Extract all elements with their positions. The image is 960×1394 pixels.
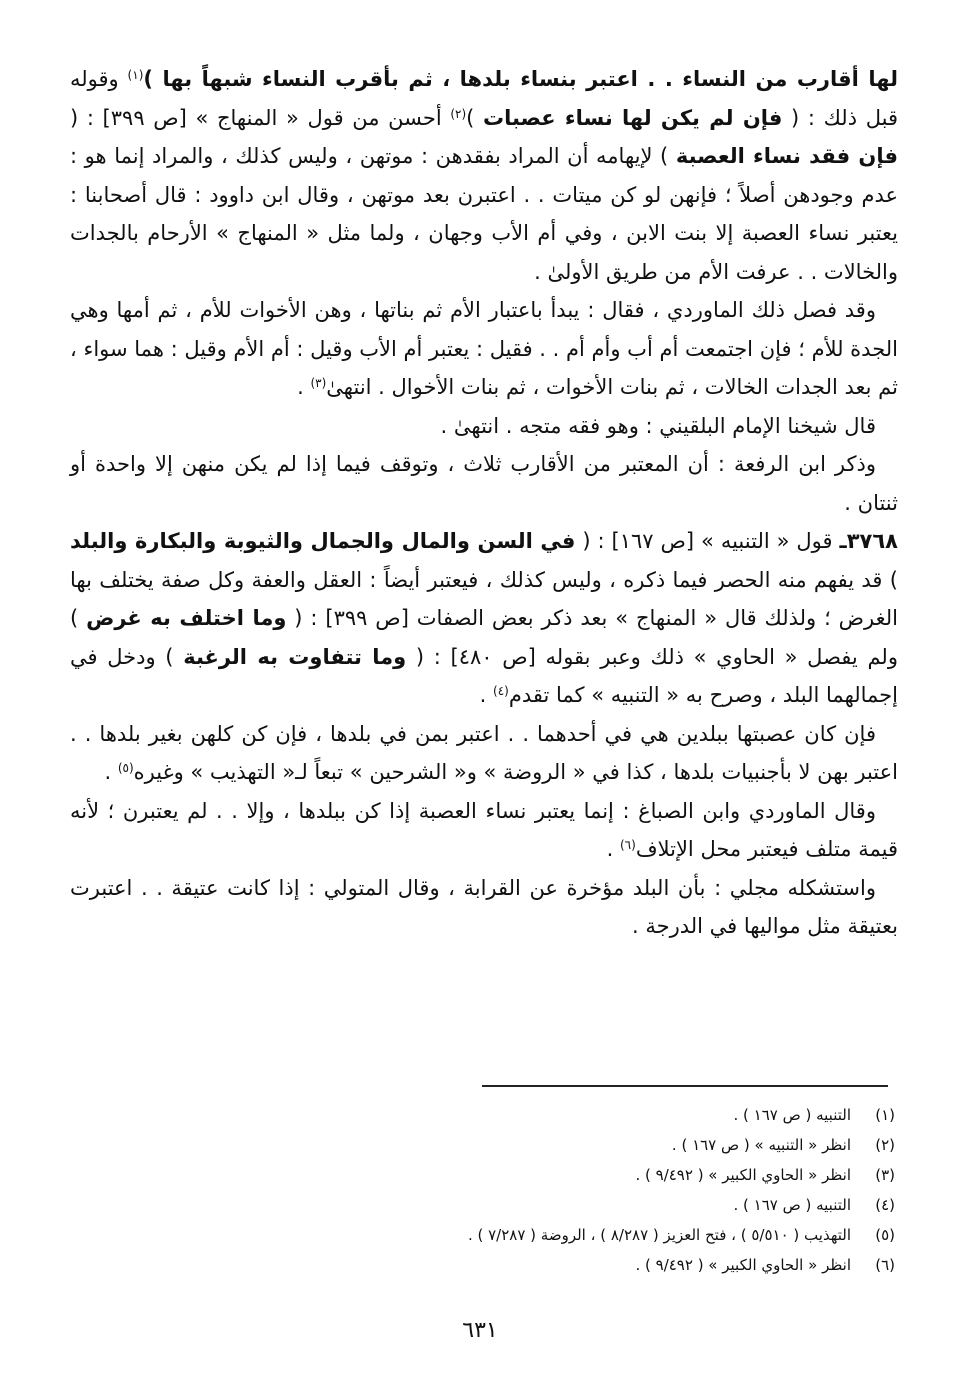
text-run: . <box>606 837 620 861</box>
paragraph-2 <box>70 291 898 407</box>
paragraph-3: قال شيخنا الإمام البلقيني : وهو فقه متجه . انتهىٰ . <box>440 413 876 438</box>
text-run: وقد فصل ذلك الماوردي ، فقال : يبدأ باعتبار الأم ثم بناتها ، وهن الأخوات للأم ، ثم أمها وهي الجدة للأم ؛ فإن اجتمعت أم أب وأم أم . . فقيل : يعتبر أم الأب وقيل : أم الأم وقيل : هما سواء ، ثم بعد الجدات الخالات ، ثم بنات الأخوات ، ثم بنات الأخوال . انتهىٰ <box>70 298 898 399</box>
text-run: . <box>104 760 118 784</box>
quoted-text: فإن فقد نساء العصبة <box>675 144 898 168</box>
text-run: قول « التنبيه » [ص ١٦٧] : ( <box>575 529 840 553</box>
issue-number: ٣٧٦٨ـ <box>839 529 898 553</box>
footnote-ref: (٢) <box>450 106 467 121</box>
text-run: ) ودخل في إجمالهما البلد ، وصرح به « التنبيه » كما تقدم <box>70 644 898 707</box>
page-number: ٦٣١ <box>462 1318 498 1343</box>
footnote-number: (٣) <box>875 1166 895 1184</box>
text-run: . <box>297 375 311 399</box>
quoted-text: لها أقارب من النساء . . اعتبر بنساء بلدها ، ثم بأقرب النساء شبهاً بها ) <box>143 67 898 91</box>
footnote-number: (٤) <box>875 1196 895 1214</box>
footnote-6 <box>70 1250 895 1280</box>
footnote-number: (٢) <box>875 1136 895 1154</box>
footnote-ref: (٤) <box>493 684 509 698</box>
footnote-text: انظر « الحاوي الكبير » ( ٩/٤٩٢ ) . <box>635 1256 851 1274</box>
text-run: ) ولم يفصل « الحاوي » ذلك وعبر بقوله [ص ٤٨٠] : ( <box>70 606 898 669</box>
paragraph-8: واستشكله مجلي : بأن البلد مؤخرة عن القرابة ، وقال المتولي : إذا كانت عتيقة . . اعتبرت بعتيقة مثل مواليها في الدرجة . <box>70 875 898 938</box>
footnote-4 <box>70 1190 895 1220</box>
footnotes <box>70 1100 895 1280</box>
footnote-3 <box>70 1160 895 1190</box>
paragraph-7 <box>70 792 898 869</box>
footnote-text: التنبيه ( ص ١٦٧ ) . <box>733 1196 851 1214</box>
footnote-text: التهذيب ( ٥/٥١٠ ) ، فتح العزيز ( ٨/٢٨٧ ) ، الروضة ( ٧/٢٨٧ ) . <box>467 1226 851 1244</box>
footnote-ref: (٥) <box>117 761 134 775</box>
footnote-number: (١) <box>875 1106 895 1124</box>
text-run: وقال الماوردي وابن الصباغ : إنما يعتبر نساء العصبة إذا كن ببلدها ، وإلا . . لم يعتبرن ؛ لأنه قيمة متلف فيعتبر محل الإتلاف <box>70 798 898 861</box>
footnote-2 <box>70 1130 895 1160</box>
paragraph-1 <box>70 60 898 291</box>
text-run: . <box>479 683 494 707</box>
paragraph-4: وذكر ابن الرفعة : أن المعتبر من الأقارب ثلاث ، وتوقف فيما إذا لم يكن منهن إلا واحدة أو ثنتان . <box>70 452 898 515</box>
footnote-number: (٥) <box>875 1226 895 1244</box>
paragraph-5 <box>70 522 898 715</box>
text-run: ) لإيهامه أن المراد بفقدهن : موتهن ، وليس كذلك ، والمراد إنما هو : عدم وجودهن أصلاً ؛ فإنهن لو كن ميتات . . اعتبرن بعد موتهن ، وقال ابن داوود : قال أصحابنا : يعتبر نساء العصبة إلا بنت الابن ، وفي أم الأب وجهان ، ولما مثل « المنهاج » الأرحام بالجدات والخالات . . عرفت الأم من طريق الأولىٰ . <box>70 144 898 284</box>
footnote-text: انظر « التنبيه » ( ص ١٦٧ ) . <box>671 1136 851 1154</box>
footnote-number: (٦) <box>875 1256 895 1274</box>
footnote-divider <box>482 1085 888 1087</box>
paragraph-6 <box>70 715 898 792</box>
footnote-text: التنبيه ( ص ١٦٧ ) . <box>733 1106 851 1124</box>
footnote-ref: (٦) <box>619 838 636 852</box>
footnote-ref: (١) <box>127 68 144 82</box>
footnote-text: انظر « الحاوي الكبير » ( ٩/٤٩٢ ) . <box>635 1166 851 1184</box>
quoted-text: فإن لم يكن لها نساء عصبات <box>482 105 783 130</box>
text-run: ) <box>466 105 483 130</box>
text-run: ) قد يفهم منه الحصر فيما ذكره ، وليس كذلك ، فيعتبر أيضاً : العقل والعفة وكل صفة يختلف بها الغرض ؛ ولذلك قال « المنهاج » بعد ذكر بعض الصفات [ص ٣٩٩] : ( <box>70 567 899 630</box>
text-run: وقوله قبل ذلك : ( <box>70 67 898 130</box>
quoted-text: وما اختلف به غرض <box>86 606 287 630</box>
main-text <box>70 60 898 946</box>
footnote-5 <box>70 1220 895 1250</box>
text-run: أحسن من قول « المنهاج » [ص ٣٩٩] : ( <box>70 105 451 130</box>
quoted-text: وما تتفاوت به الرغبة <box>183 644 407 669</box>
footnote-1 <box>70 1100 895 1130</box>
footnote-ref: (٣) <box>310 376 327 390</box>
quoted-text: في السن والمال والجمال والثيوبة والبكارة والبلد <box>70 529 576 553</box>
text-run: فإن كان عصبتها ببلدين هي في أحدهما . . اعتبر بمن في بلدها ، فإن كن كلهن بغير بلدها . . اعتبر بهن لا بأجنبيات بلدها ، كذا في « الروضة » و« الشرحين » تبعاً لـ« التهذيب » وغيره <box>70 721 898 784</box>
